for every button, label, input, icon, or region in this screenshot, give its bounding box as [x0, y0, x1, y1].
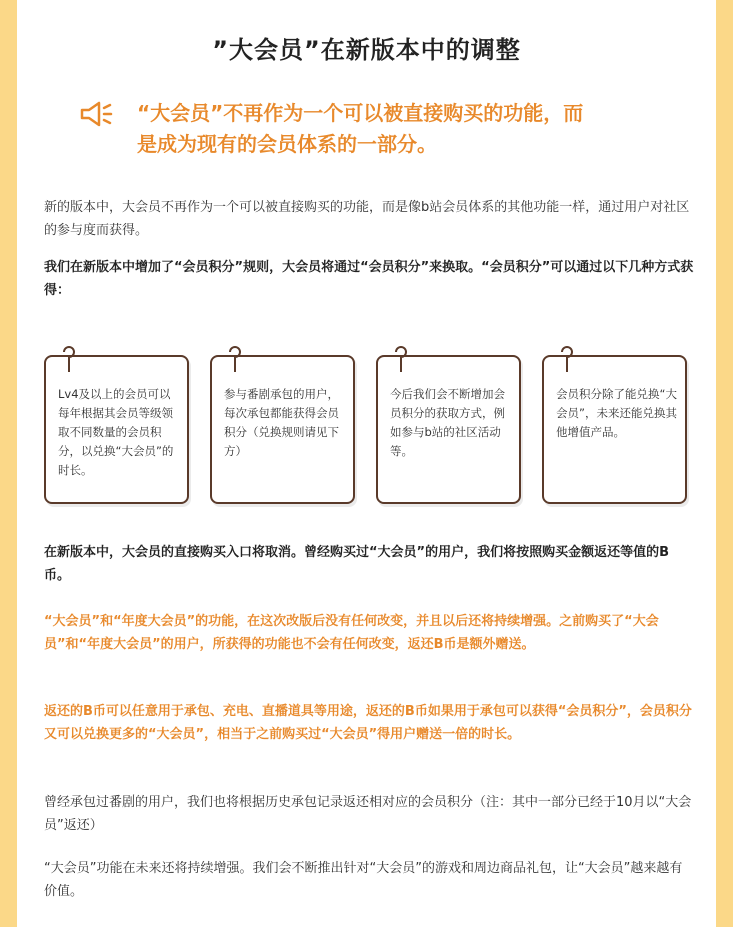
- card-community: [376, 355, 521, 504]
- paragraph-points-rule: 我们在新版本中增加了“会员积分”规则，大会员将通过“会员积分”来换取。“会员积分”可以通过以下几种方式获得：: [44, 260, 694, 298]
- paragraph-bcoin-usage: 返还的B币可以任意用于承包、充电、直播道具等用途，返还的B币如果用于承包可以获得“会员积分”，会员积分又可以兑换更多的“大会员”，相当于之前购买过“大会员”得用户赠送一倍的时长。: [44, 704, 692, 742]
- paragraph-intro: 新的版本中，大会员不再作为一个可以被直接购买的功能，而是像b站会员体系的其他功能一样，通过用户对社区的参与度而获得。: [44, 200, 690, 238]
- card-text: 参与番剧承包的用户，每次承包都能获得会员积分（兑换规则请见下方）: [224, 387, 339, 458]
- ring-hook-icon: [392, 345, 410, 373]
- headline-line-2: 是成为现有的会员体系的一部分。: [137, 132, 437, 156]
- article-page: [17, 0, 716, 927]
- paragraph-sponsor-history: 曾经承包过番剧的用户，我们也将根据历史承包记录返还相对应的会员积分（注：其中一部分已经于10月以“大会员”返还）: [44, 795, 692, 833]
- paragraph-future: “大会员”功能在未来还将持续增强。我们会不断推出针对“大会员”的游戏和周边商品礼包，让“大会员”越来越有价值。: [44, 861, 683, 899]
- card-text: 今后我们会不断增加会员积分的获取方式，例如参与b站的社区活动等。: [390, 387, 505, 458]
- headline: [77, 98, 677, 160]
- card-exchange: [542, 355, 687, 504]
- headline-line-1: “大会员”不再作为一个可以被直接购买的功能，而: [137, 101, 584, 125]
- card-text: 会员积分除了能兑换“大会员”，未来还能兑换其他增值产品。: [556, 387, 677, 439]
- ring-hook-icon: [60, 345, 78, 373]
- paragraph-refund: 在新版本中，大会员的直接购买入口将取消。曾经购买过“大会员”的用户，我们将按照购买金额返还等值的B币。: [44, 545, 669, 583]
- card-level: [44, 355, 189, 504]
- paragraph-features-unchanged: “大会员”和“年度大会员”的功能，在这次改版后没有任何改变，并且以后还将持续增强。之前购买了“大会员”和“年度大会员”的用户，所获得的功能也不会有任何改变，返还B币是额外赠送。: [44, 614, 659, 652]
- ring-hook-icon: [558, 345, 576, 373]
- page-title: ”大会员”在新版本中的调整: [212, 36, 521, 64]
- card-sponsor: [210, 355, 355, 504]
- ring-hook-icon: [226, 345, 244, 373]
- card-text: Lv4及以上的会员可以每年根据其会员等级领取不同数量的会员积分，以兑换“大会员”的时长。: [58, 387, 174, 477]
